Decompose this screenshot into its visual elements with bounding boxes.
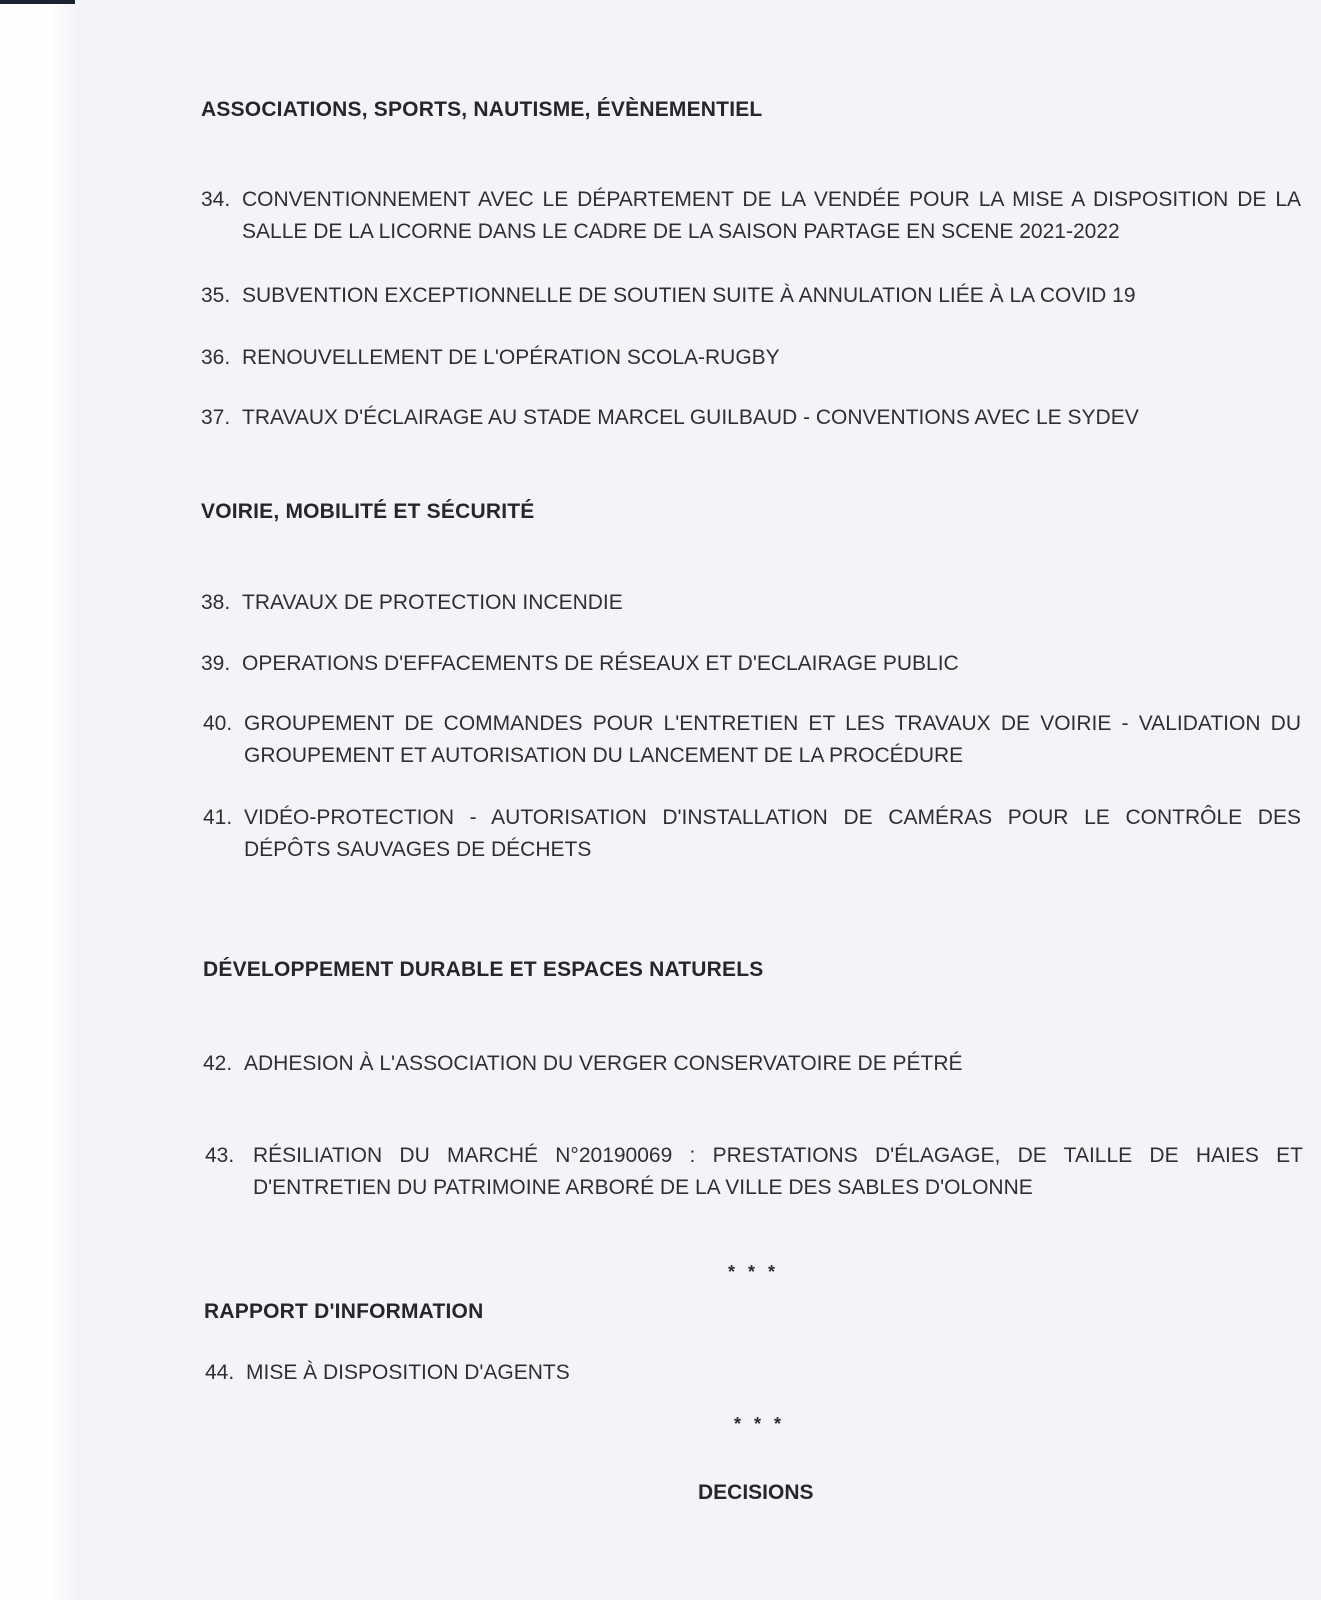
item-text: GROUPEMENT DE COMMANDES POUR L'ENTRETIEN ET LES TRAVAUX DE VOIRIE - VALIDATION DU GROUPEMENT ET AUTORISATION DU LANCEMENT DE LA PROCÉDURE: [244, 712, 1301, 767]
item-number: 42.: [203, 1052, 233, 1075]
section-heading-voirie: VOIRIE, MOBILITÉ ET SÉCURITÉ: [201, 500, 535, 523]
section-heading-associations: ASSOCIATIONS, SPORTS, NAUTISME, ÉVÈNEMENTIEL: [201, 98, 763, 121]
item-number: 41.: [203, 806, 233, 829]
item-number: 34.: [201, 188, 231, 211]
item-text: RENOUVELLEMENT DE L'OPÉRATION SCOLA-RUGBY: [242, 346, 780, 369]
item-number: 36.: [201, 346, 231, 369]
agenda-item-44: [205, 1357, 1303, 1389]
item-text: RÉSILIATION DU MARCHÉ N°20190069 : PRESTATIONS D'ÉLAGAGE, DE TAILLE DE HAIES ET D'ENTRETIEN DU PATRIMOINE ARBORÉ DE LA VILLE DES SABLES D'OLONNE: [253, 1144, 1303, 1199]
decisions-heading: DECISIONS: [698, 1481, 814, 1504]
item-number: 37.: [201, 406, 231, 429]
item-number: 35.: [201, 284, 231, 307]
item-text: MISE À DISPOSITION D'AGENTS: [246, 1361, 570, 1384]
item-text: SUBVENTION EXCEPTIONNELLE DE SOUTIEN SUITE À ANNULATION LIÉE À LA COVID 19: [242, 284, 1136, 307]
item-number: 38.: [201, 591, 231, 614]
section-heading-rapport: RAPPORT D'INFORMATION: [204, 1300, 484, 1323]
agenda-item-41: [203, 802, 1301, 866]
item-text: TRAVAUX DE PROTECTION INCENDIE: [242, 591, 623, 614]
agenda-item-40: [203, 708, 1301, 772]
section-heading-developpement: DÉVELOPPEMENT DURABLE ET ESPACES NATURELS: [203, 958, 764, 981]
item-number: 39.: [201, 652, 231, 675]
item-number: 40.: [203, 712, 233, 735]
agenda-item-37: [201, 402, 1301, 434]
separator-stars: * * *: [734, 1414, 786, 1434]
item-number: 43.: [205, 1144, 235, 1167]
item-text: TRAVAUX D'ÉCLAIRAGE AU STADE MARCEL GUILBAUD - CONVENTIONS AVEC LE SYDEV: [242, 406, 1139, 429]
agenda-item-43: [205, 1140, 1303, 1204]
agenda-item-42: [203, 1048, 1301, 1080]
item-text: CONVENTIONNEMENT AVEC LE DÉPARTEMENT DE LA VENDÉE POUR LA MISE A DISPOSITION DE LA SALLE DE LA LICORNE DANS LE CADRE DE LA SAISON PARTAGE EN SCENE 2021-2022: [242, 188, 1301, 243]
item-text: OPERATIONS D'EFFACEMENTS DE RÉSEAUX ET D'ECLAIRAGE PUBLIC: [242, 652, 959, 675]
agenda-item-34: [201, 184, 1301, 248]
item-text: VIDÉO-PROTECTION - AUTORISATION D'INSTALLATION DE CAMÉRAS POUR LE CONTRÔLE DES DÉPÔTS SAUVAGES DE DÉCHETS: [244, 806, 1301, 861]
agenda-item-36: [201, 342, 1301, 374]
agenda-item-38: [201, 587, 1301, 619]
item-text: ADHESION À L'ASSOCIATION DU VERGER CONSERVATOIRE DE PÉTRÉ: [244, 1052, 963, 1075]
separator-stars: * * *: [728, 1262, 780, 1282]
agenda-item-39: [201, 648, 1301, 680]
agenda-item-35: [201, 280, 1301, 312]
item-number: 44.: [205, 1361, 235, 1384]
